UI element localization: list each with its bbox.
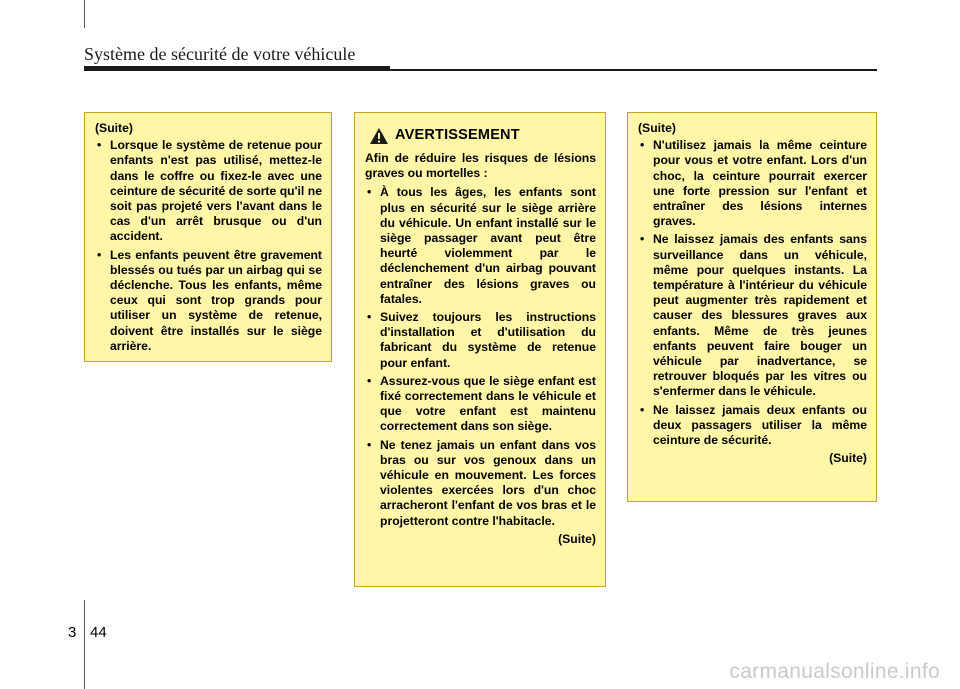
margin-rule-top [84, 0, 85, 28]
list-item: • Ne laissez jamais des enfants sans surveillance dans un véhicule, même pour quelques instants. La température à l'intérieur du véhicule peut augmenter très rapidement et causer des blessures graves aux enfants. Même de très jeunes enfants peuvent faire bouger un véhicule par inadvertance, se retrouver bloqués par les vitres ou s'enfermer dans le véhicule. [638, 232, 867, 399]
notice-box-right [627, 112, 877, 502]
margin-rule-bottom [84, 600, 85, 689]
list-item: • À tous les âges, les enfants sont plus en sécurité sur le siège arrière du véhicule. Un enfant installé sur le siège passager avant peut être heurté violemment par le déclenchement d'un airbag pouvant entraîner des lésions graves ou fatales. [365, 185, 596, 307]
page-number: 44 [90, 624, 107, 641]
header-rule-thick [84, 66, 390, 71]
bullet-list [638, 138, 867, 448]
bullet-list [365, 185, 596, 528]
list-item: • Lorsque le système de retenue pour enfants n'est pas utilisé, mettez-le dans le coffre ou fixez-le avec une ceinture de sécurité de sorte qu'il ne soit pas projeté vers l'avant dans le cas d'un arrêt brusque ou d'un accident. [95, 138, 322, 244]
warning-intro: Afin de réduire les risques de lésions graves ou mortelles : [365, 151, 596, 181]
list-item: • Assurez-vous que le siège enfant est fixé correctement dans le véhicule et que votre enfant est maintenu correctement dans son siège. [365, 374, 596, 435]
warning-title: AVERTISSEMENT [395, 127, 520, 144]
suite-label: (Suite) [638, 121, 676, 135]
list-item: • N'utilisez jamais la même ceinture pour vous et votre enfant. Lors d'un choc, la ceinture pourrait exercer une forte pression sur l'enfant et entraîner des lésions internes graves. [638, 138, 867, 229]
page-header-title: Système de sécurité de votre véhicule [84, 44, 356, 64]
suite-label: (Suite) [95, 121, 133, 135]
list-item: • Ne laissez jamais deux enfants ou deux passagers utiliser la même ceinture de sécurité. [638, 403, 867, 449]
list-item: • Ne tenez jamais un enfant dans vos bras ou sur vos genoux dans un véhicule en mouvement. Les forces violentes exercées lors d'un choc arracheront l'enfant de vos bras et le projetteront contre l'habitacle. [365, 438, 596, 529]
suite-continued-label: (Suite) [558, 531, 596, 546]
warning-triangle-icon [369, 127, 389, 145]
list-item: • Les enfants peuvent être gravement blessés ou tués par un airbag qui se déclenche. Tous les enfants, même ceux qui sont trop grands pour utiliser un système de retenue, doivent être installés sur le siège arrière. [95, 248, 322, 354]
watermark-text: carmanualsonline.info [729, 660, 940, 683]
warning-header [369, 127, 596, 145]
list-item: • Suivez toujours les instructions d'installation et d'utilisation du fabricant du système de retenue pour enfant. [365, 310, 596, 371]
suite-continued-label: (Suite) [829, 451, 867, 466]
header-rule-thin [390, 69, 877, 71]
chapter-number: 3 [68, 624, 77, 641]
warning-box [354, 112, 606, 587]
notice-box-left [84, 112, 332, 362]
bullet-list [95, 138, 322, 354]
